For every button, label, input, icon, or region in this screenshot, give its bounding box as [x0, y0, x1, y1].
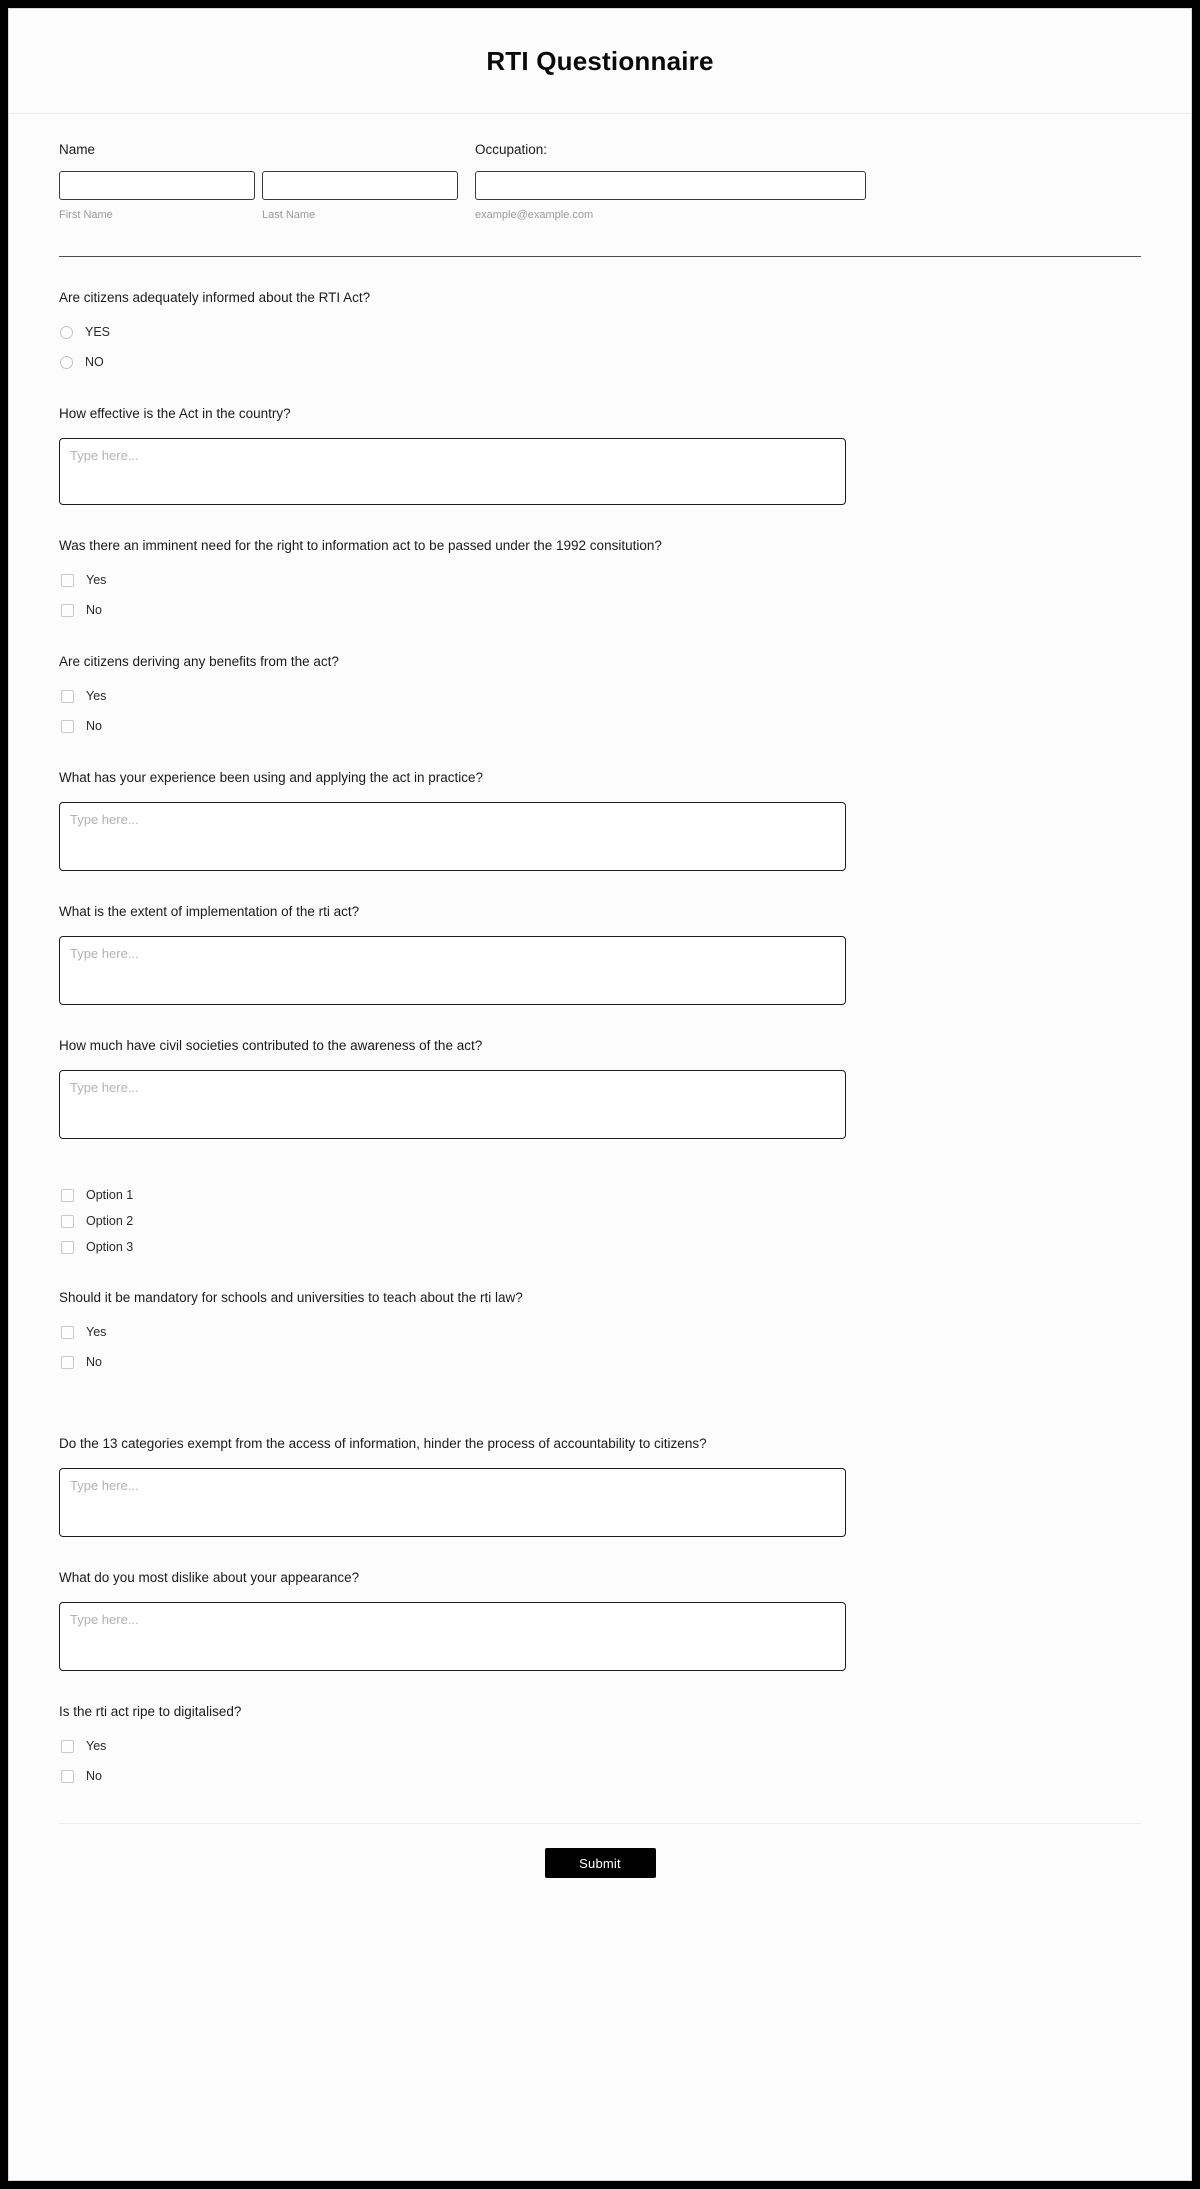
checkbox-option-label: Yes — [86, 1325, 107, 1339]
section-divider — [59, 256, 1141, 257]
unlabeled-options-list — [59, 1185, 1141, 1257]
checkbox-icon[interactable] — [61, 1770, 74, 1783]
radio-icon[interactable] — [60, 356, 73, 369]
checkbox-icon[interactable] — [61, 720, 74, 733]
form-body — [9, 114, 1191, 1878]
checkbox-option-label: Yes — [86, 1739, 107, 1753]
checkbox-option-label: Option 1 — [86, 1187, 134, 1202]
question-benefits-text: Are citizens deriving any benefits from the act? — [59, 654, 339, 669]
checkbox-option-label: No — [86, 603, 102, 617]
question-experience — [59, 769, 1141, 871]
question-imminent-need-options — [59, 570, 1141, 621]
checkbox-option-label: Yes — [86, 573, 107, 587]
first-name-sublabel: First Name — [59, 209, 113, 221]
checkbox-icon[interactable] — [61, 1189, 74, 1202]
checkbox-option-yes[interactable] — [59, 1322, 1141, 1343]
first-name-input[interactable] — [59, 171, 255, 200]
form-header — [9, 9, 1191, 114]
checkbox-icon[interactable] — [61, 1356, 74, 1369]
form-card — [8, 8, 1192, 2181]
checkbox-icon[interactable] — [61, 1241, 74, 1254]
checkbox-option-no[interactable] — [59, 1352, 1141, 1373]
checkbox-option-yes[interactable] — [59, 570, 1141, 591]
checkbox-option-2[interactable] — [59, 1211, 1141, 1231]
checkbox-option-no[interactable] — [59, 1766, 1141, 1787]
first-name-block — [59, 142, 255, 222]
radio-option-yes[interactable] — [59, 322, 1141, 343]
checkbox-option-1[interactable] — [59, 1185, 1141, 1205]
question-experience-text: What has your experience been using and applying the act in practice? — [59, 770, 484, 785]
question-civil-societies-textarea[interactable] — [59, 1070, 846, 1139]
checkbox-option-yes[interactable] — [59, 686, 1141, 707]
checkbox-icon[interactable] — [61, 1215, 74, 1228]
question-extent-implementation-text: What is the extent of implementation of the rti act? — [59, 904, 360, 919]
name-label: Name — [59, 142, 96, 157]
checkbox-option-no[interactable] — [59, 600, 1141, 621]
question-informed — [59, 289, 1141, 373]
checkbox-option-no[interactable] — [59, 716, 1141, 737]
radio-icon[interactable] — [60, 326, 73, 339]
question-mandatory-schools — [59, 1289, 1141, 1373]
checkbox-icon[interactable] — [61, 690, 74, 703]
occupation-sublabel: example@example.com — [475, 209, 594, 221]
checkbox-icon[interactable] — [61, 574, 74, 587]
question-informed-text: Are citizens adequately informed about the RTI Act? — [59, 290, 371, 305]
question-civil-societies-text: How much have civil societies contributed to the awareness of the act? — [59, 1038, 483, 1053]
page-title: RTI Questionnaire — [486, 45, 714, 76]
question-civil-societies — [59, 1037, 1141, 1139]
checkbox-icon[interactable] — [61, 1740, 74, 1753]
occupation-input[interactable] — [475, 171, 866, 200]
form-footer — [59, 1823, 1141, 1878]
question-dislike-appearance-text: What do you most dislike about your appearance? — [59, 1570, 360, 1585]
occupation-label: Occupation: — [475, 142, 548, 157]
submit-button[interactable]: Submit — [545, 1848, 656, 1878]
checkbox-icon[interactable] — [61, 604, 74, 617]
checkbox-option-label: Option 3 — [86, 1239, 134, 1254]
question-experience-textarea[interactable] — [59, 802, 846, 871]
checkbox-option-label: No — [86, 1355, 102, 1369]
last-name-input[interactable] — [262, 171, 458, 200]
checkbox-option-yes[interactable] — [59, 1736, 1141, 1757]
radio-option-label: NO — [85, 355, 104, 369]
question-imminent-need — [59, 537, 1141, 621]
question-extent-implementation-textarea[interactable] — [59, 936, 846, 1005]
checkbox-icon[interactable] — [61, 1326, 74, 1339]
occupation-block — [475, 142, 866, 222]
question-digitalised-text: Is the rti act ripe to digitalised? — [59, 1704, 242, 1719]
question-digitalised — [59, 1703, 1141, 1787]
question-mandatory-schools-text: Should it be mandatory for schools and universities to teach about the rti law? — [59, 1290, 523, 1305]
question-benefits — [59, 653, 1141, 737]
question-benefits-options — [59, 686, 1141, 737]
question-imminent-need-text: Was there an imminent need for the right to information act to be passed under the 1992 consitution? — [59, 538, 662, 553]
name-field-group — [59, 142, 458, 222]
question-mandatory-schools-options — [59, 1322, 1141, 1373]
question-unlabeled-options — [59, 1185, 1141, 1257]
radio-option-no[interactable] — [59, 352, 1141, 373]
question-effectiveness-textarea[interactable] — [59, 438, 846, 505]
checkbox-option-label: No — [86, 1769, 102, 1783]
question-informed-options — [59, 322, 1141, 373]
question-exempt-categories — [59, 1435, 1141, 1537]
radio-option-label: YES — [85, 325, 111, 339]
checkbox-option-label: Yes — [86, 689, 107, 703]
question-extent-implementation — [59, 903, 1141, 1005]
checkbox-option-label: No — [86, 719, 102, 733]
question-dislike-appearance — [59, 1569, 1141, 1671]
last-name-block — [255, 142, 458, 222]
question-dislike-appearance-textarea[interactable] — [59, 1602, 846, 1671]
question-exempt-categories-text: Do the 13 categories exempt from the access of information, hinder the process of accountability to citizens? — [59, 1436, 707, 1451]
question-effectiveness — [59, 405, 1141, 505]
question-digitalised-options — [59, 1736, 1141, 1787]
last-name-sublabel: Last Name — [262, 209, 316, 221]
question-effectiveness-text: How effective is the Act in the country? — [59, 406, 291, 421]
name-occupation-row — [59, 142, 1141, 222]
checkbox-option-3[interactable] — [59, 1237, 1141, 1257]
checkbox-option-label: Option 2 — [86, 1213, 134, 1228]
question-exempt-categories-textarea[interactable] — [59, 1468, 846, 1537]
